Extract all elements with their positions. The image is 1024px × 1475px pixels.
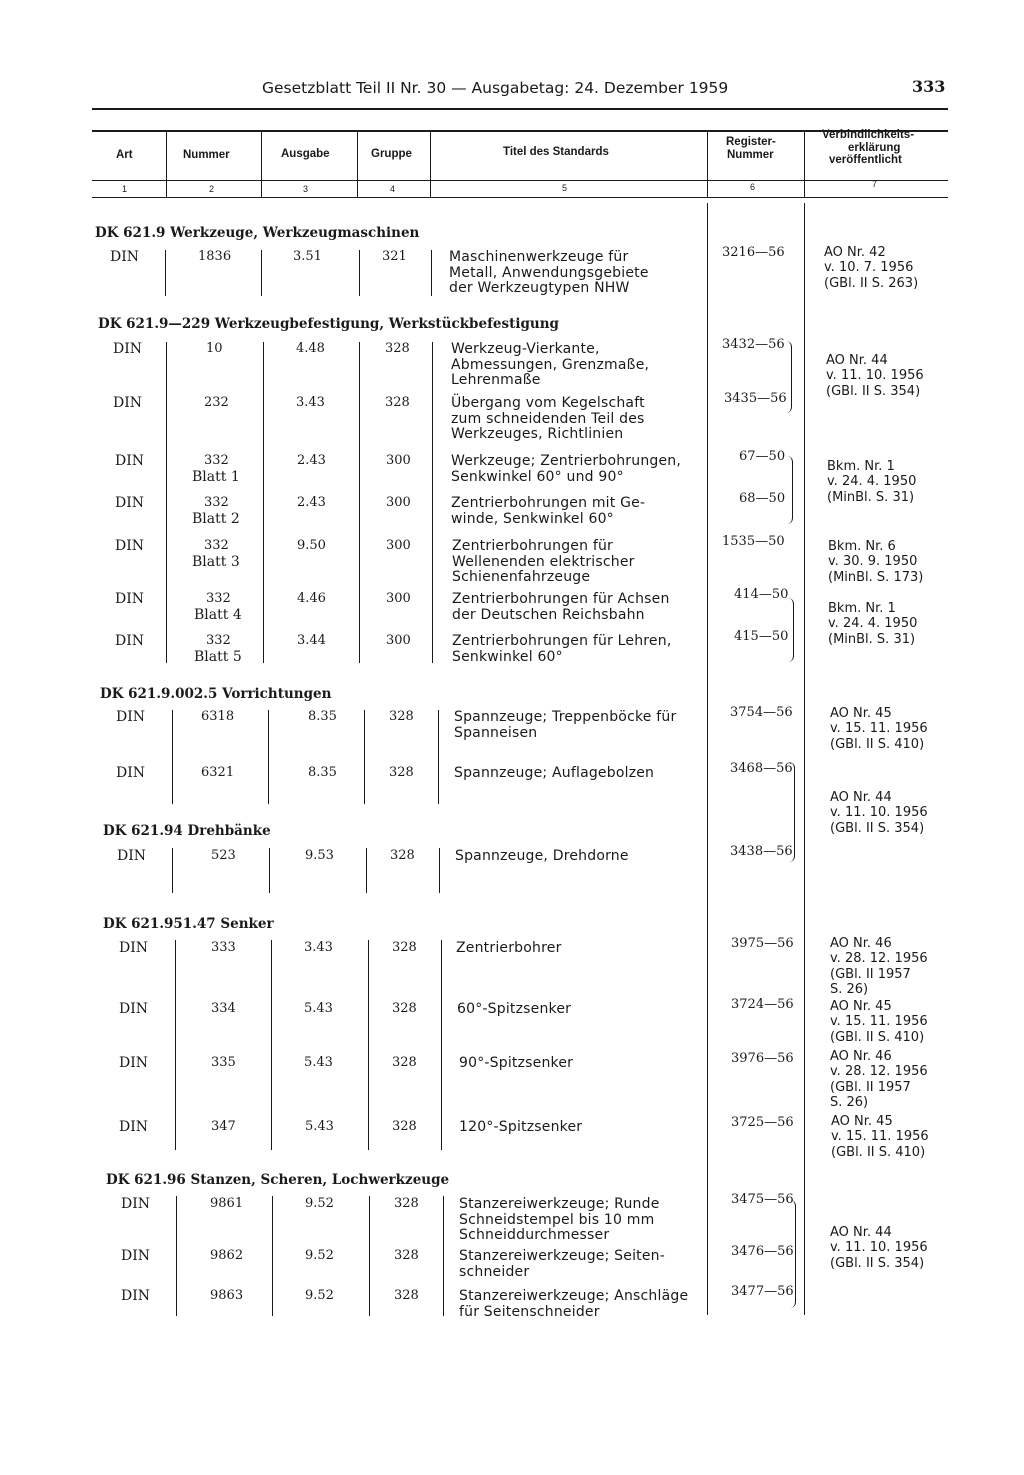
art-cell: DIN (121, 1248, 151, 1264)
running-title: Gesetzblatt Teil II Nr. 30 — Ausgabetag: 24. Dezember 1959 (262, 79, 729, 97)
grouping-brace (787, 456, 793, 524)
col-number-3: 3 (303, 184, 309, 194)
art-cell: DIN (115, 538, 145, 554)
section-col-rule (271, 940, 272, 1150)
reference-line: AO Nr. 44 (830, 1225, 892, 1240)
blatt-cell: Blatt 1 (192, 468, 240, 485)
title-line: der Werkzeugtypen NHW (449, 280, 630, 297)
nummer-cell: 333 (211, 940, 236, 955)
col-number-4: 4 (390, 184, 396, 194)
art-cell: DIN (115, 633, 145, 649)
title-line: Stanzereiwerkzeuge; Seiten- (459, 1248, 665, 1264)
nummer-cell: 10 (206, 341, 223, 356)
gruppe-cell: 328 (394, 1196, 419, 1211)
col-header-titel: Titel des Standards (503, 146, 609, 158)
title-line: zum schneidenden Teil des (451, 410, 645, 427)
register-cell: 3975—56 (731, 936, 794, 951)
reference-line: v. 24. 4. 1950 (827, 474, 917, 490)
gruppe-cell: 328 (392, 1001, 417, 1016)
reference-line: S. 26) (830, 1095, 869, 1111)
col-header-gruppe: Gruppe (371, 148, 412, 160)
section-heading: DK 621.951.47 Senker (103, 916, 274, 932)
gruppe-cell: 328 (390, 848, 415, 863)
art-cell: DIN (113, 395, 143, 411)
col-number-2: 2 (209, 184, 215, 194)
nummer-cell: 332 (204, 453, 229, 468)
register-cell: 3476—56 (731, 1244, 794, 1259)
register-cell: 3725—56 (731, 1115, 794, 1130)
art-cell: DIN (121, 1288, 151, 1304)
register-cell: 414—50 (734, 587, 789, 602)
gruppe-cell: 300 (386, 591, 411, 606)
gruppe-cell: 300 (386, 453, 411, 468)
register-cell: 3438—56 (730, 844, 793, 859)
title-line: 120°-Spitzsenker (459, 1119, 583, 1135)
reference-line: (MinBl. S. 31) (827, 489, 915, 505)
reference-line: AO Nr. 46 (830, 1049, 892, 1064)
nummer-cell: 9863 (210, 1288, 244, 1303)
reference-line: AO Nr. 46 (830, 936, 892, 951)
table-number-divider (92, 197, 948, 198)
ausgabe-cell: 9.53 (305, 848, 334, 863)
title-line: Schienenfahrzeuge (452, 569, 591, 586)
register-column-left-rule (707, 203, 708, 1315)
reference-line: (GBl. II S. 263) (824, 275, 919, 291)
ausgabe-cell: 5.43 (304, 1001, 333, 1016)
register-column-right-rule (804, 203, 805, 1315)
ausgabe-cell: 9.50 (297, 538, 326, 553)
art-cell: DIN (121, 1196, 151, 1212)
register-cell: 3432—56 (722, 337, 785, 352)
gruppe-cell: 300 (386, 495, 411, 510)
section-col-rule (268, 710, 269, 804)
reference-line: (GBl. II S. 354) (830, 820, 925, 836)
title-line: Zentrierbohrer (456, 940, 562, 956)
col-number-5: 5 (562, 183, 568, 193)
section-col-rule (176, 1196, 177, 1316)
blatt-cell: Blatt 5 (194, 648, 242, 665)
col-header-verbind-3: veröffentlicht (829, 154, 902, 166)
register-cell: 3475—56 (731, 1192, 794, 1207)
section-col-rule (431, 250, 432, 296)
title-line: Werkzeuge; Zentrierbohrungen, (451, 453, 682, 469)
section-col-rule (439, 848, 440, 893)
art-cell: DIN (115, 495, 145, 511)
title-line: Senkwinkel 60° und 90° (451, 468, 624, 485)
nummer-cell: 332 (206, 591, 231, 606)
reference-line: (GBl. II S. 354) (826, 383, 921, 399)
nummer-cell: 347 (211, 1119, 236, 1134)
reference-line: (GBl. II S. 354) (830, 1255, 925, 1271)
reference-line: v. 11. 10. 1956 (830, 1240, 928, 1256)
title-line: 60°-Spitzsenker (457, 1001, 572, 1017)
reference-line: v. 28. 12. 1956 (830, 1064, 928, 1080)
col-sep-3 (357, 131, 358, 197)
title-line: Spanneisen (454, 724, 538, 741)
register-cell: 68—50 (739, 491, 786, 506)
nummer-cell: 332 (204, 495, 229, 510)
col-number-1: 1 (122, 184, 128, 194)
title-line: Zentrierbohrungen für (452, 538, 613, 554)
reference-line: v. 30. 9. 1950 (828, 554, 918, 570)
register-cell: 3976—56 (731, 1051, 794, 1066)
nummer-cell: 9861 (210, 1196, 244, 1211)
nummer-cell: 523 (211, 848, 236, 863)
nummer-cell: 335 (211, 1055, 236, 1070)
gruppe-cell: 328 (385, 395, 410, 410)
art-cell: DIN (119, 940, 149, 956)
blatt-cell: Blatt 4 (194, 606, 242, 623)
register-cell: 3435—56 (724, 391, 787, 406)
title-line: Schneiddurchmesser (459, 1227, 610, 1244)
title-line: Maschinenwerkzeuge für (449, 249, 629, 265)
art-cell: DIN (110, 249, 140, 265)
title-line: 90°-Spitzsenker (459, 1055, 574, 1071)
section-col-rule (261, 250, 262, 296)
nummer-cell: 332 (204, 538, 229, 553)
section-col-rule (263, 342, 264, 663)
title-line: für Seitenschneider (459, 1303, 600, 1320)
ausgabe-cell: 4.46 (297, 591, 326, 606)
reference-line: (MinBl. S. 173) (828, 569, 924, 585)
title-line: Metall, Anwendungsgebiete (449, 264, 649, 281)
section-heading: DK 621.94 Drehbänke (103, 823, 271, 839)
ausgabe-cell: 3.43 (304, 940, 333, 955)
ausgabe-cell: 9.52 (305, 1248, 334, 1263)
reference-line: AO Nr. 45 (831, 1114, 893, 1129)
section-heading: DK 621.96 Stanzen, Scheren, Lochwerkzeuge (106, 1172, 450, 1188)
title-line: Übergang vom Kegelschaft (451, 395, 645, 411)
title-line: Stanzereiwerkzeuge; Runde (459, 1196, 660, 1212)
gruppe-cell: 300 (386, 538, 411, 553)
gruppe-cell: 328 (392, 1055, 417, 1070)
section-col-rule (272, 1196, 273, 1316)
col-sep-4 (430, 131, 431, 197)
ausgabe-cell: 8.35 (308, 709, 337, 724)
ausgabe-cell: 5.43 (304, 1055, 333, 1070)
reference-line: (GBl. II 1957 (830, 966, 911, 982)
gruppe-cell: 328 (389, 765, 414, 780)
register-cell: 3724—56 (731, 997, 794, 1012)
reference-line: (GBl. II 1957 (830, 1079, 911, 1095)
register-cell: 3477—56 (731, 1284, 794, 1299)
reference-line: S. 26) (830, 982, 869, 998)
ausgabe-cell: 4.48 (296, 341, 325, 356)
reference-line: (GBl. II S. 410) (830, 736, 925, 752)
art-cell: DIN (119, 1001, 149, 1017)
section-col-rule (165, 250, 166, 296)
header-rule (92, 108, 948, 110)
col-header-verbind-2: erklärung (848, 142, 901, 154)
col-header-ausgabe: Ausgabe (281, 148, 330, 160)
title-line: Schneidstempel bis 10 mm (459, 1211, 655, 1228)
gruppe-cell: 328 (392, 1119, 417, 1134)
ausgabe-cell: 3.51 (293, 249, 322, 264)
section-col-rule (438, 710, 439, 804)
section-col-rule (172, 848, 173, 893)
section-col-rule (368, 940, 369, 1150)
grouping-brace (790, 1200, 796, 1308)
gruppe-cell: 328 (385, 341, 410, 356)
art-cell: DIN (113, 341, 143, 357)
reference-line: v. 10. 7. 1956 (824, 260, 914, 276)
register-cell: 1535—50 (722, 534, 785, 549)
title-line: Werkzeuges, Richtlinien (451, 426, 624, 443)
col-sep-2 (261, 131, 262, 197)
grouping-brace (786, 341, 792, 413)
art-cell: DIN (119, 1055, 149, 1071)
reference-line: (MinBl. S. 31) (828, 631, 916, 647)
blatt-cell: Blatt 2 (192, 510, 240, 527)
title-line: Spannzeuge; Treppenböcke für (454, 709, 677, 725)
section-col-rule (432, 342, 433, 663)
col-header-art: Art (116, 149, 133, 161)
col-number-7: 7 (872, 179, 878, 189)
title-line: Spannzeuge; Auflagebolzen (454, 765, 655, 781)
col-number-6: 6 (750, 182, 756, 192)
reference-line: (GBl. II S. 410) (831, 1144, 926, 1160)
ausgabe-cell: 9.52 (305, 1288, 334, 1303)
reference-line: AO Nr. 45 (830, 999, 892, 1014)
section-col-rule (369, 1196, 370, 1316)
title-line: Spannzeuge, Drehdorne (455, 848, 629, 864)
ausgabe-cell: 8.35 (308, 765, 337, 780)
reference-line: AO Nr. 44 (826, 353, 888, 368)
title-line: schneider (459, 1263, 530, 1280)
section-heading: DK 621.9.002.5 Vorrichtungen (100, 686, 332, 702)
section-col-rule (441, 940, 442, 1150)
reference-line: v. 11. 10. 1956 (826, 368, 924, 384)
art-cell: DIN (115, 453, 145, 469)
reference-line: v. 11. 10. 1956 (830, 805, 928, 821)
gruppe-cell: 328 (394, 1288, 419, 1303)
ausgabe-cell: 5.43 (305, 1119, 334, 1134)
ausgabe-cell: 9.52 (305, 1196, 334, 1211)
gruppe-cell: 321 (382, 249, 407, 264)
reference-line: Bkm. Nr. 1 (827, 459, 895, 474)
reference-line: v. 15. 11. 1956 (830, 1014, 928, 1030)
page-number: 333 (912, 77, 946, 96)
reference-line: AO Nr. 42 (824, 245, 886, 260)
reference-line: v. 24. 4. 1950 (828, 616, 918, 632)
register-cell: 3216—56 (722, 245, 785, 260)
art-cell: DIN (119, 1119, 149, 1135)
reference-line: Bkm. Nr. 1 (828, 601, 896, 616)
col-header-register-2: Nummer (727, 149, 774, 161)
gruppe-cell: 328 (392, 940, 417, 955)
col-sep-5 (707, 131, 708, 197)
table-header-divider (92, 180, 948, 181)
reference-line: v. 28. 12. 1956 (830, 951, 928, 967)
gruppe-cell: 328 (389, 709, 414, 724)
art-cell: DIN (116, 709, 146, 725)
ausgabe-cell: 2.43 (297, 495, 326, 510)
title-line: Stanzereiwerkzeuge; Anschläge (459, 1288, 689, 1304)
nummer-cell: 9862 (210, 1248, 244, 1263)
title-line: winde, Senkwinkel 60° (451, 510, 614, 527)
register-cell: 3754—56 (730, 705, 793, 720)
section-col-rule (364, 710, 365, 804)
reference-line: v. 15. 11. 1956 (831, 1129, 929, 1145)
reference-line: (GBl. II S. 410) (830, 1029, 925, 1045)
art-cell: DIN (115, 591, 145, 607)
col-header-nummer: Nummer (183, 149, 230, 161)
register-cell: 3468—56 (730, 761, 793, 776)
col-header-register-1: Register- (726, 136, 776, 148)
register-cell: 67—50 (739, 449, 786, 464)
reference-line: AO Nr. 44 (830, 790, 892, 805)
reference-line: AO Nr. 45 (830, 706, 892, 721)
section-col-rule (366, 848, 367, 893)
reference-line: Bkm. Nr. 6 (828, 539, 896, 554)
nummer-cell: 1836 (198, 249, 232, 264)
ausgabe-cell: 3.43 (296, 395, 325, 410)
gruppe-cell: 328 (394, 1248, 419, 1263)
ausgabe-cell: 3.44 (297, 633, 326, 648)
register-cell: 415—50 (734, 629, 789, 644)
section-col-rule (172, 710, 173, 804)
section-col-rule (175, 940, 176, 1150)
section-col-rule (269, 848, 270, 893)
art-cell: DIN (116, 765, 146, 781)
nummer-cell: 334 (211, 1001, 236, 1016)
table-top-rule (92, 130, 948, 132)
title-line: Wellenenden elektrischer (452, 553, 635, 570)
section-heading: DK 621.9—229 Werkzeugbefestigung, Werkstückbefestigung (98, 316, 559, 332)
title-line: Abmessungen, Grenzmaße, (451, 356, 650, 373)
grouping-brace (789, 762, 795, 862)
nummer-cell: 232 (204, 395, 229, 410)
col-sep-6 (804, 131, 805, 197)
nummer-cell: 332 (206, 633, 231, 648)
blatt-cell: Blatt 3 (192, 553, 240, 570)
ausgabe-cell: 2.43 (297, 453, 326, 468)
art-cell: DIN (117, 848, 147, 864)
title-line: Werkzeug-Vierkante, (451, 341, 600, 357)
title-line: Zentrierbohrungen mit Ge- (451, 495, 646, 511)
reference-line: v. 15. 11. 1956 (830, 721, 928, 737)
section-col-rule (443, 1196, 444, 1316)
title-line: Senkwinkel 60° (452, 648, 563, 665)
title-line: der Deutschen Reichsbahn (452, 606, 645, 623)
title-line: Lehrenmaße (451, 372, 541, 389)
col-sep-1 (166, 131, 167, 197)
section-col-rule (359, 250, 360, 296)
section-col-rule (166, 342, 167, 663)
col-header-verbind-1: Verbindlichkeits- (822, 129, 915, 141)
section-col-rule (359, 342, 360, 663)
nummer-cell: 6321 (201, 765, 235, 780)
gruppe-cell: 300 (386, 633, 411, 648)
title-line: Zentrierbohrungen für Achsen (452, 591, 670, 607)
section-heading: DK 621.9 Werkzeuge, Werkzeugmaschinen (95, 225, 420, 241)
nummer-cell: 6318 (201, 709, 235, 724)
title-line: Zentrierbohrungen für Lehren, (452, 633, 672, 649)
grouping-brace (788, 598, 794, 662)
